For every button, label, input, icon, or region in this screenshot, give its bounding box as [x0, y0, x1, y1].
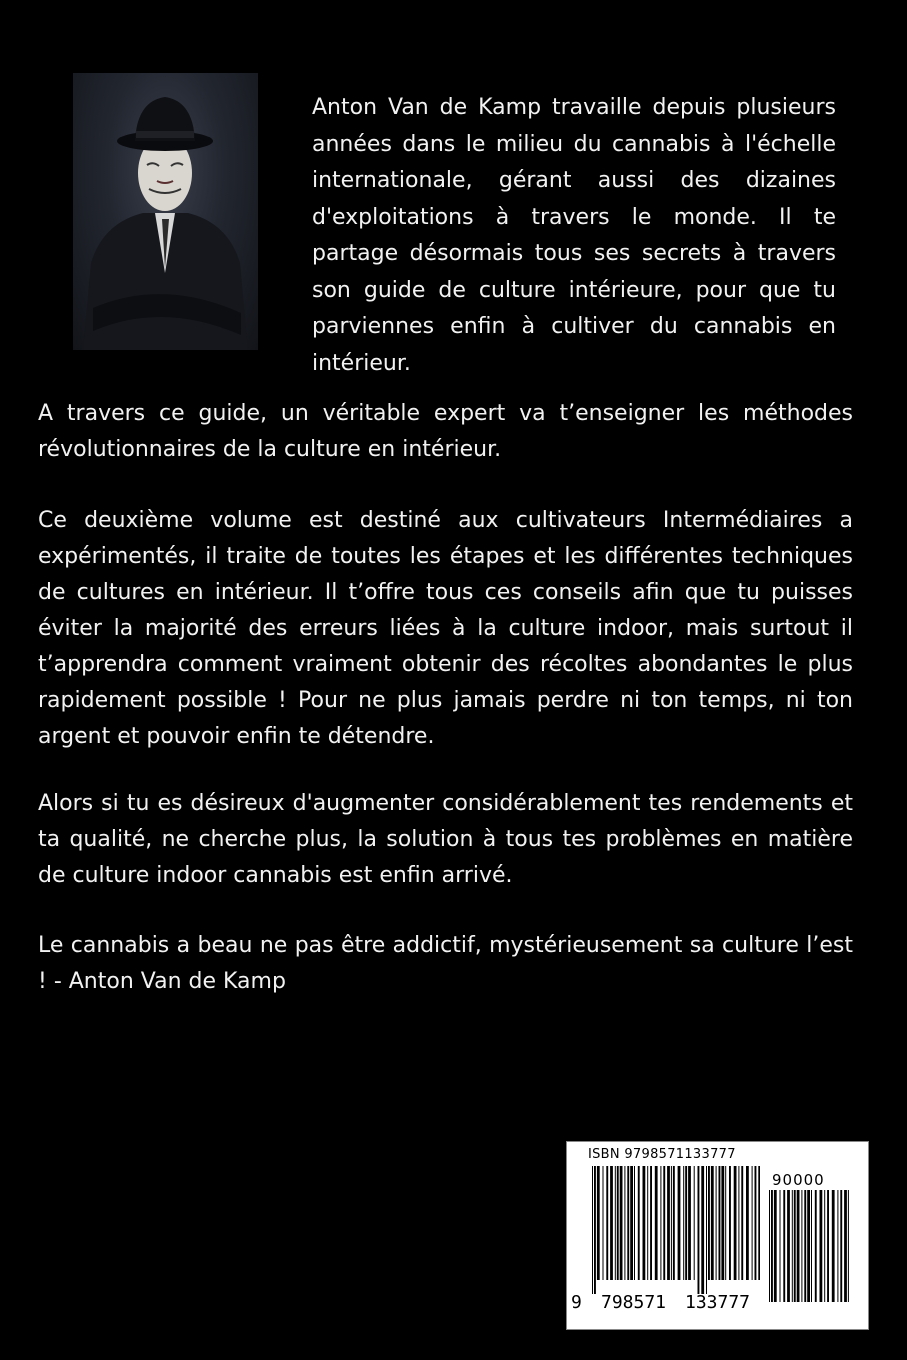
- barcode-bar: [827, 1190, 829, 1302]
- barcode-bar: [655, 1166, 658, 1280]
- barcode-bar: [667, 1166, 670, 1280]
- barcode-bar: [792, 1190, 793, 1302]
- barcode-bar: [592, 1166, 593, 1294]
- barcode-bar: [685, 1166, 687, 1280]
- author-bio: Anton Van de Kamp travaille depuis plusieurs années dans le milieu du cannabis à l'échelle internationale, gérant aussi des dizaines d'exploitations à travers le monde. Il te partage désormais tous ses secrets à travers son guide de culture intérieure, pour que tu parviennes enfin à cultiver du cannabis en intérieur.: [312, 95, 836, 376]
- barcode-bar: [624, 1166, 625, 1280]
- author-quote: Le cannabis a beau ne pas être addictif, mystérieusement sa culture l’est ! - Anton Van de Kamp: [38, 933, 853, 994]
- barcode-bar: [663, 1166, 665, 1280]
- barcode-bar: [617, 1166, 619, 1280]
- barcode-bar: [837, 1190, 838, 1302]
- barcode-digit-first: 9: [571, 1292, 582, 1313]
- barcode-bar: [746, 1166, 749, 1280]
- barcode-bar: [738, 1166, 739, 1280]
- barcode-bar: [634, 1166, 635, 1280]
- barcode-digits-left: 798571: [601, 1292, 667, 1313]
- barcode-digits: [571, 1292, 766, 1322]
- barcode-bar: [647, 1166, 648, 1280]
- barcode-bar: [797, 1190, 800, 1302]
- barcode-bar: [620, 1166, 623, 1280]
- barcode-bar: [783, 1190, 785, 1302]
- barcode-bar: [769, 1190, 770, 1302]
- barcode-bar: [678, 1166, 681, 1280]
- barcode-bar: [804, 1190, 806, 1302]
- description-paragraph-3: Alors si tu es désireux d'augmenter considérablement tes rendements et ta qualité, ne cherche plus, la solution à tous tes problèmes en matière de culture indoor cannabis est enfin arrivé.: [38, 791, 853, 888]
- barcode-bar: [848, 1190, 849, 1302]
- author-photo: [73, 73, 258, 350]
- barcode-bar: [650, 1166, 652, 1280]
- barcode-bar: [610, 1166, 613, 1280]
- barcode-bar: [787, 1190, 790, 1302]
- barcode-bar: [780, 1190, 781, 1302]
- barcode-bar: [660, 1166, 661, 1280]
- barcode-bar: [811, 1190, 812, 1302]
- barcode-bar: [711, 1166, 714, 1280]
- barcode-bar: [820, 1190, 823, 1302]
- barcode-bar: [627, 1166, 629, 1280]
- barcode-bar: [840, 1190, 842, 1302]
- barcode-bar: [597, 1166, 600, 1280]
- barcode-bar: [794, 1190, 796, 1302]
- barcode-bar: [615, 1166, 616, 1280]
- addon-barcode-icon: [769, 1190, 849, 1316]
- barcode-bar: [721, 1166, 724, 1280]
- barcode-bar: [671, 1166, 672, 1280]
- barcode-bar: [701, 1166, 704, 1294]
- barcode-bar: [630, 1166, 633, 1280]
- barcode-bar: [683, 1166, 684, 1280]
- barcode-bar: [771, 1190, 773, 1302]
- barcode-bar: [694, 1166, 695, 1280]
- description-paragraph-2: Ce deuxième volume est destiné aux cultivateurs Intermédiaires a expérimentés, il traite de toutes les étapes et les différentes techniques de cultures en intérieur. Il t’offre tous ces conseils afin que tu puisses éviter la majorité des erreurs liées à la culture indoor, mais surtout il t’apprendra comment vraiment obtenir des récoltes abondantes le plus rapidement possible ! Pour ne plus jamais perdre ni ton temps, ni ton argent et pouvoir enfin te détendre.: [38, 508, 853, 749]
- barcode-bar: [758, 1166, 760, 1280]
- barcode-bar: [706, 1166, 707, 1294]
- barcode-digits-right: 133777: [685, 1292, 751, 1313]
- masked-man-in-hat-icon: [73, 73, 258, 350]
- barcode-bar: [734, 1166, 737, 1280]
- barcode-bar: [755, 1166, 757, 1280]
- isbn-barcode-icon: [592, 1166, 760, 1294]
- barcode-bar: [774, 1190, 777, 1302]
- barcode-bar: [725, 1166, 726, 1280]
- barcode-bar: [716, 1166, 717, 1280]
- barcode-bar: [698, 1166, 700, 1294]
- barcode-bar: [824, 1190, 825, 1302]
- barcode-bar: [603, 1166, 604, 1280]
- barcode-bar: [708, 1166, 710, 1280]
- barcode-bar: [638, 1166, 640, 1280]
- barcode-bar: [832, 1190, 835, 1302]
- isbn-label: ISBN 9798571133777: [588, 1147, 736, 1162]
- barcode-bar: [719, 1166, 721, 1280]
- barcode-bar: [606, 1166, 608, 1280]
- barcode-bar: [729, 1166, 731, 1280]
- barcode-bar: [801, 1190, 802, 1302]
- barcode-bar: [807, 1190, 810, 1302]
- barcode-bar: [815, 1190, 817, 1302]
- barcode-bar: [741, 1166, 743, 1280]
- description-paragraph-1: A travers ce guide, un véritable expert va t’enseigner les méthodes révolutionnaires de la culture en intérieur.: [38, 401, 853, 462]
- barcode-bar: [752, 1166, 753, 1280]
- isbn-barcode: [566, 1141, 869, 1330]
- barcode-bar: [643, 1166, 646, 1280]
- addon-price-code: 90000: [772, 1171, 825, 1189]
- barcode-bar: [844, 1190, 847, 1302]
- barcode-bar: [688, 1166, 691, 1280]
- barcode-bar: [594, 1166, 596, 1294]
- barcode-bar: [673, 1166, 675, 1280]
